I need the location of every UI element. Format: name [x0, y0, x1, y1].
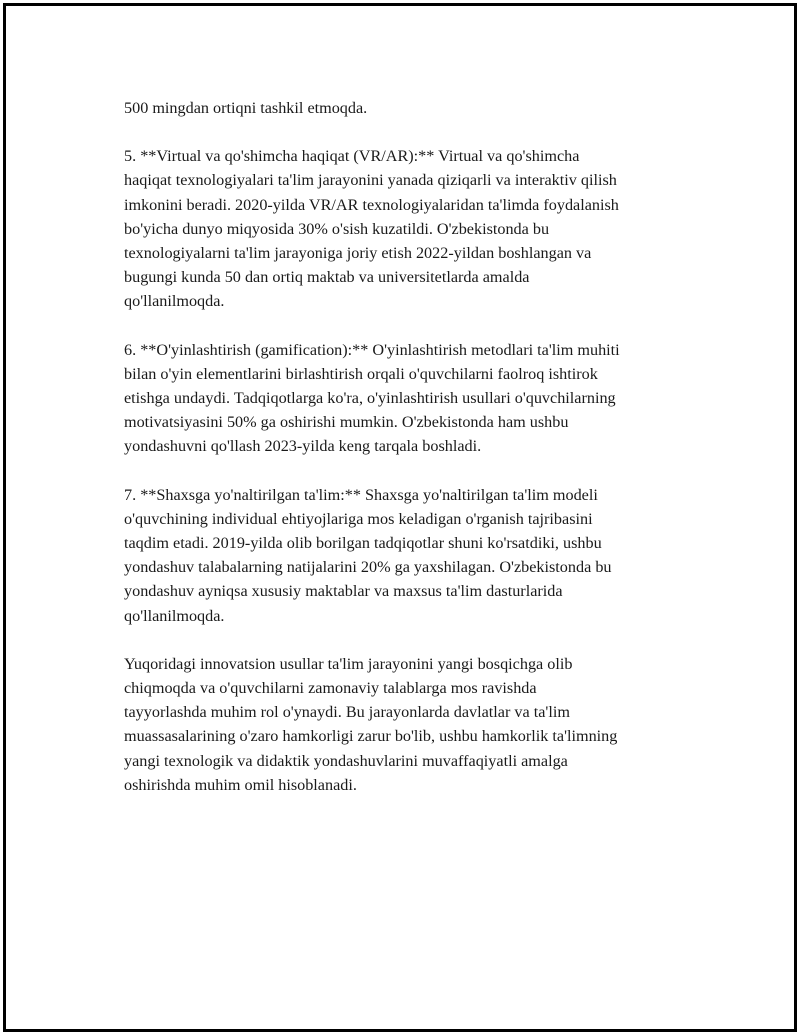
- page-border: [3, 3, 797, 1032]
- paragraph-item-7-personalized-learning: 7. **Shaxsga yo'naltirilgan ta'lim:** Shaxsga yo'naltirilgan ta'lim modeli o'quvchining individual ehtiyojlariga mos keladigan o'rganish tajribasini taqdim etadi. 2019-yilda olib borilgan tadqiqotlar shuni ko'rsatdiki, ushbu yondashuv talabalarning natijalarini 20% ga yaxshilagan. O'zbekistonda bu yondashuv ayniqsa xususiy maktablar va maxsus ta'lim dasturlarida qo'llanilmoqda.: [124, 485, 612, 625]
- paragraph-conclusion: Yuqoridagi innovatsion usullar ta'lim jarayonini yangi bosqichga olib chiqmoqda va o'quvchilarni zamonaviy talablarga mos ravishda tayyorlashda muhim rol o'ynaydi. Bu jarayonlarda davlatlar va ta'lim muassasalarining o'zaro hamkorligi zarur bo'lib, ushbu hamkorlik ta'limning yangi texnologik va didaktik yondashuvlarini muvaffaqiyatli amalga oshirishda muhim omil hisoblanadi.: [124, 654, 618, 794]
- paragraph-item-6-gamification: 6. **O'yinlashtirish (gamification):** O'yinlashtirish metodlari ta'lim muhiti bilan o'yin elementlarini birlashtirish orqali o'quvchilarni faolroq ishtirok etishga undaydi. Tadqiqotlarga ko'ra, o'yinlashtirish usullari o'quvchilarning motivatsiyasini 50% ga oshirishi mumkin. O'zbekistonda ham ushbu yondashuvni qo'llash 2023-yilda keng tarqala boshladi.: [124, 340, 620, 456]
- paragraph-item-5-vr-ar: 5. **Virtual va qo'shimcha haqiqat (VR/AR):** Virtual va qo'shimcha haqiqat texnologiyalari ta'lim jarayonini yanada qiziqarli va interaktiv qilish imkonini beradi. 2020-yilda VR/AR texnologiyalaridan ta'limda foydalanish bo'yicha dunyo miqyosida 30% o'sish kuzatildi. O'zbekistonda bu texnologiyalarni ta'lim jarayoniga joriy etish 2022-yildan boshlangan va bugungi kunda 50 dan ortiq maktab va universitetlarda amalda qo'llanilmoqda.: [124, 147, 619, 311]
- paragraph-continuation: 500 mingdan ortiqni tashkil etmoqda.: [124, 99, 368, 117]
- document-body: [124, 96, 694, 821]
